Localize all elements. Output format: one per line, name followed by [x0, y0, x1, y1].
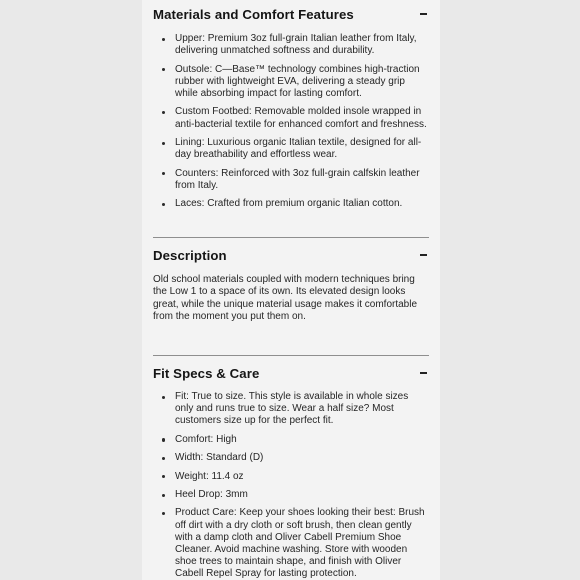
list-item: [153, 391, 429, 428]
list-item: [153, 168, 429, 192]
bullet-icon: [162, 438, 165, 441]
list-item-text: Custom Footbed: Removable molded insole wrapped in anti-bacterial textile for enhanced comfort and freshness.: [175, 106, 427, 130]
list-item-text: Upper: Premium 3oz full-grain Italian leather from Italy, delivering unmatched softness and durability.: [175, 33, 417, 57]
list-item: [153, 198, 429, 210]
bullet-icon: [162, 512, 165, 515]
list-item: [153, 452, 429, 464]
list-item-text: Lining: Luxurious organic Italian textile, designed for all-day breathability and effortless wear.: [175, 136, 422, 161]
list-item-text: Weight: 11.4 oz: [175, 470, 244, 482]
product-details-panel: [142, 0, 440, 580]
bullet-icon: [162, 396, 165, 399]
list-item: [153, 137, 429, 161]
list-item: [153, 64, 429, 101]
bullet-icon: [162, 494, 165, 497]
description-section: [153, 243, 429, 324]
list-item-text: Outsole: C—Base™ technology combines high-traction rubber with lightweight EVA, delivering a steady grip while absorbing impact for lasting comfort.: [175, 63, 420, 99]
list-item-text: Fit: True to size. This style is available in whole sizes only and runs true to size. Wear a half size? Most customers size up for the perfect fit.: [175, 391, 409, 427]
fit-section: [153, 361, 429, 580]
description-header[interactable]: [153, 243, 429, 267]
list-item-text: Counters: Reinforced with 3oz full-grain calfskin leather from Italy.: [175, 167, 420, 191]
list-item: [153, 489, 429, 501]
list-item: [153, 471, 429, 483]
bullet-icon: [162, 38, 165, 41]
materials-title: Materials and Comfort Features: [153, 6, 354, 22]
list-item: [153, 33, 429, 57]
bullet-icon: [162, 457, 165, 460]
list-item-text: Product Care: Keep your shoes looking their best: Brush off dirt with a dry cloth or soft brush, then clean gently with a damp cloth and Oliver Cabell Premium Shoe Cleaner. Avoid machine washing. Store with wooden shoe trees to maintain shape, and finish with Oliver Cabell Repel Spray for lasting protection.: [175, 507, 425, 580]
materials-section: [153, 2, 429, 217]
list-item: [153, 507, 429, 580]
fit-title: Fit Specs & Care: [153, 365, 260, 381]
bullet-icon: [162, 172, 165, 175]
fit-header[interactable]: [153, 361, 429, 385]
list-item-text: Comfort: High: [175, 433, 237, 445]
list-item-text: Width: Standard (D): [175, 452, 264, 464]
description-title: Description: [153, 247, 227, 263]
materials-header[interactable]: [153, 2, 429, 26]
minus-icon[interactable]: [417, 249, 429, 261]
list-item: [153, 106, 429, 130]
list-item: [153, 434, 429, 446]
section-divider: [153, 237, 429, 238]
materials-list: [153, 33, 429, 210]
bullet-icon: [162, 111, 165, 114]
bullet-icon: [162, 203, 165, 206]
description-text: Old school materials coupled with modern techniques bring the Low 1 to a space of its own. Its elevated design looks great, while the unique material usage makes it comfortable from the moment you put them on.: [153, 274, 418, 323]
bullet-icon: [162, 475, 165, 478]
bullet-icon: [162, 68, 165, 71]
section-divider: [153, 355, 429, 356]
fit-list: [153, 391, 429, 580]
list-item-text: Laces: Crafted from premium organic Italian cotton.: [175, 198, 403, 210]
bullet-icon: [162, 142, 165, 145]
minus-icon[interactable]: [417, 367, 429, 379]
list-item-text: Heel Drop: 3mm: [175, 488, 248, 500]
minus-icon[interactable]: [417, 8, 429, 20]
